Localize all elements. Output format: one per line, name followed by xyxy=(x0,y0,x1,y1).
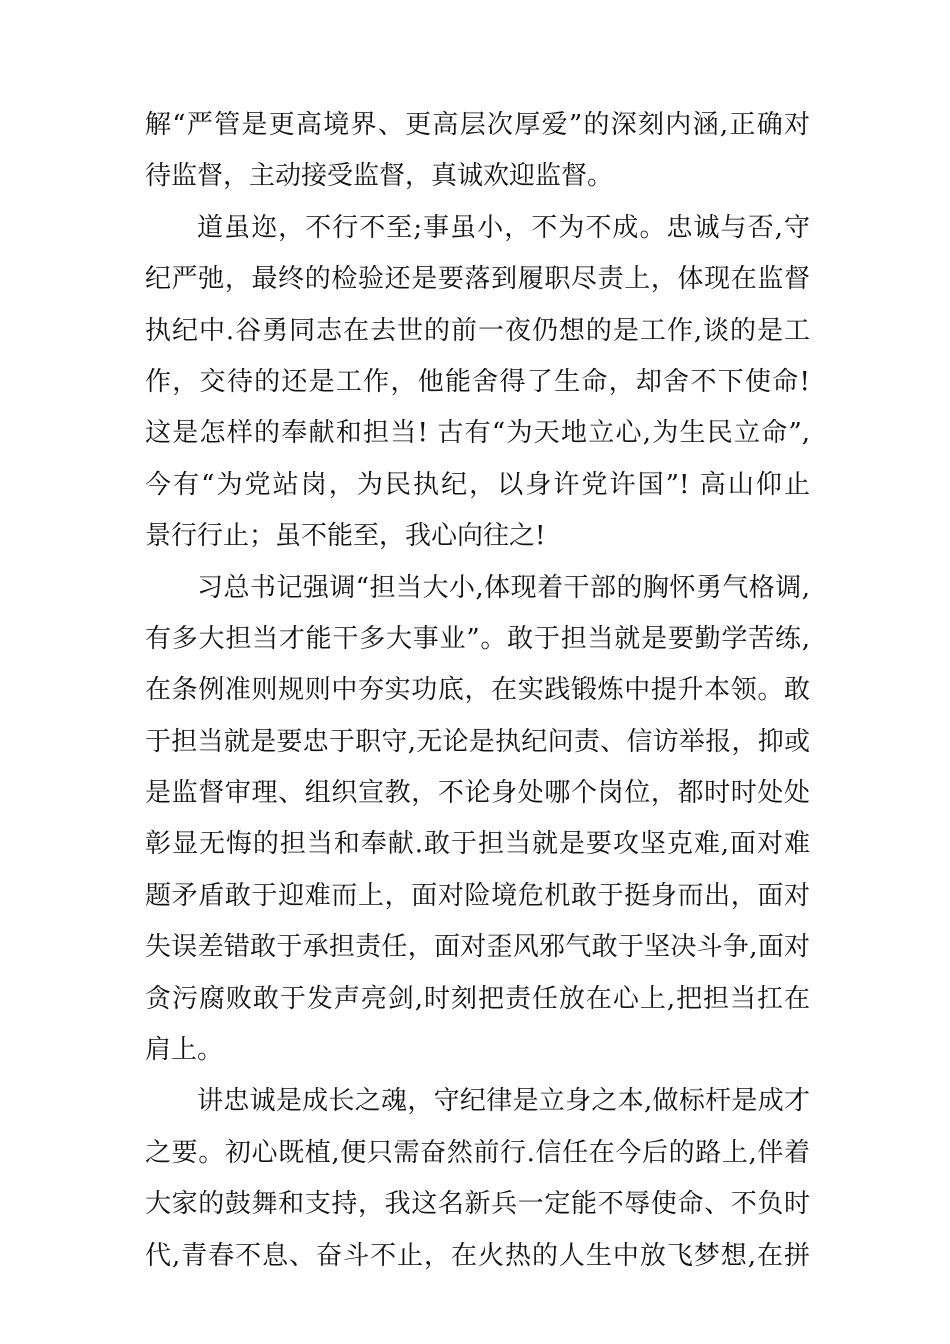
paragraph-first-line: 道虽迩，不行不至;事虽小，不为不成。忠诚与否,守 xyxy=(197,212,810,243)
text-line: 之要。初心既植,便只需奋然前行.信任在今后的路上,伴着 xyxy=(145,1137,810,1168)
paragraph-first-line: 习总书记强调“担当大小,体现着干部的胸怀勇气格调, xyxy=(197,572,810,603)
text-line: 今有“为党站岗，为民执纪，以身许党许国”! 高山仰止 xyxy=(145,469,810,500)
text-line: 有多大担当才能干多大事业”。敢于担当就是要勤学苦练, xyxy=(145,623,810,654)
text-line: 代,青春不息、奋斗不止，在火热的人生中放飞梦想,在拼 xyxy=(145,1240,810,1271)
text-line: 这是怎样的奉献和担当! 古有“为天地立心,为生民立命”, xyxy=(145,418,810,449)
text-line: 解“严管是更高境界、更高层次厚爱”的深刻内涵,正确对 xyxy=(145,110,810,140)
text-line: 大家的鼓舞和支持，我这名新兵一定能不辱使命、不负时 xyxy=(145,1189,810,1220)
paragraph-first-line: 讲忠诚是成长之魂，守纪律是立身之本,做标杆是成才 xyxy=(197,1086,810,1117)
text-line: 待监督，主动接受监督，真诚欢迎监督。 xyxy=(145,161,614,192)
text-line: 是监督审理、组织宣教，不论身处哪个岗位，都时时处处 xyxy=(145,778,810,809)
body-text xyxy=(145,100,810,1282)
text-line: 在条例准则规则中夯实功底，在实践锻炼中提升本领。敢 xyxy=(145,675,810,706)
text-line: 执纪中.谷勇同志在去世的前一夜仍想的是工作,谈的是工 xyxy=(145,315,810,346)
text-line: 景行行止；虽不能至，我心向往之! xyxy=(145,521,546,552)
text-line: 作，交待的还是工作，他能舍得了生命，却舍不下使命! xyxy=(145,366,810,397)
text-line: 肩上。 xyxy=(145,1035,224,1066)
text-line: 彰显无悔的担当和奉献.敢于担当就是要攻坚克难,面对难 xyxy=(145,829,810,860)
text-line: 失误差错敢于承担责任，面对歪风邪气敢于坚决斗争,面对 xyxy=(145,932,810,963)
text-line: 于担当就是要忠于职守,无论是执纪问责、信访举报，抑或 xyxy=(145,726,810,757)
text-line: 纪严弛，最终的检验还是要落到履职尽责上，体现在监督 xyxy=(145,264,810,295)
text-line: 贪污腐败敢于发声亮剑,时刻把责任放在心上,把担当扛在 xyxy=(145,983,810,1014)
text-line: 题矛盾敢于迎难而上，面对险境危机敢于挺身而出，面对 xyxy=(145,880,810,911)
